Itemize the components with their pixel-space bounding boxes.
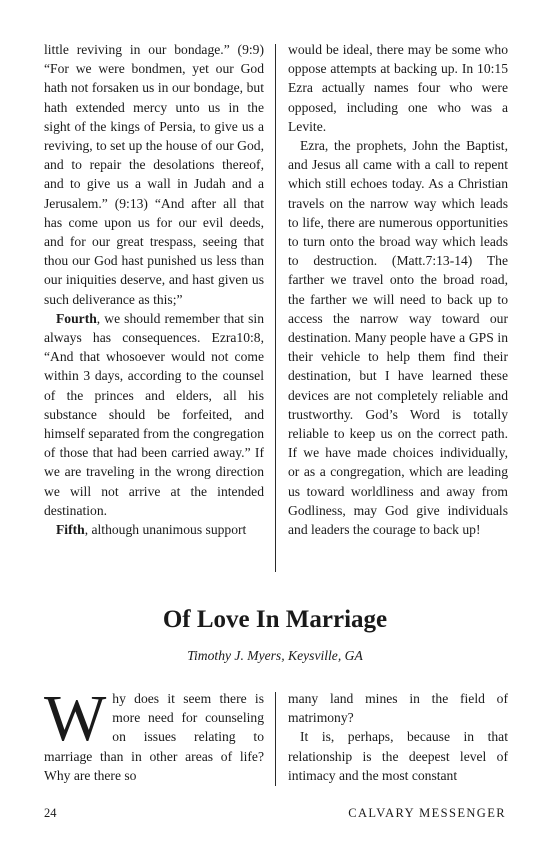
point-label: Fourth: [56, 310, 97, 326]
point-label: Fifth: [56, 522, 85, 538]
page-number: 24: [44, 806, 57, 820]
paragraph-text: that sin always has consequences. Ezra10:8, “And that whosoever would not come within 3 days, according to the counsel of the princes and elders, all his substance should be forfeited, and himself separated from the congregation of those that had been carried away.” If we are traveling in the wrong direction we will not arrive at the intended destination.: [44, 310, 264, 518]
paragraph: [44, 682, 264, 785]
publication-name: CALVARY MESSENGER: [348, 806, 506, 820]
column-divider: [275, 44, 276, 572]
paragraph: little reviving in our bondage.” (9:9) “For we were bondmen, yet our God hath not forsaken us in our bondage, but hath extended mercy unto us in the sight of the kings of Persia, to give us a reviving, to set up the house of our God, and to repair the desolations thereof, and to give us a wall in Judah and a Jerusalem.” (9:13) “And after all that has come upon us for our evil deeds, and for our great trespass, seeing that thou our God hast punished us less than our iniquities deserve, and hast given us such deliverance as this;”: [44, 42, 264, 307]
column-divider: [275, 692, 276, 786]
paragraph: It is, perhaps, because in that relationship is the deepest level of intimacy and the most constant: [288, 729, 508, 783]
paragraph-text: , although unanimous support: [84, 522, 247, 538]
paragraph: [44, 309, 264, 520]
article-byline: Timothy J. Myers, Keysville, GA: [187, 648, 363, 663]
paragraph-text: , we should remember: [96, 310, 224, 326]
drop-cap: W: [44, 682, 107, 755]
paragraph: Ezra, the prophets, John the Baptist, and Jesus all came with a call to repent which still echoes today. As a Christian travels on the narrow way which leads to life, there are numerous opportunities to turn onto the broad way which leads to destruction. (Matt.7:13-14) The farther we travel onto the broad road, the farther we will need to back up to access the narrow way toward our destination. Many people have a GPS in their vehicle to help them find their destination, but I have learned these devices are not completely reliable and trustworthy. God’s Word is totally reliable to keep us on the correct path. If we have made choices individually, or as a congregation, which are leading us toward worldliness and away from Godliness, may God give individuals and leaders the courage to back up!: [288, 138, 508, 538]
paragraph: many land mines in the field of matrimony?: [288, 691, 508, 726]
paragraph: would be ideal, there may be some who oppose attempts at backing up. In 10:15 Ezra actually names four who were opposed, including one who was a Levite.: [288, 42, 508, 134]
paragraph-text: hy does it seem there is more need for counseling on issues relating to marriage than in other areas of life? Why are there so: [44, 691, 264, 783]
article-title: Of Love In Marriage: [162, 606, 388, 633]
article-column-left: [44, 682, 264, 785]
article-column-right: [288, 40, 508, 539]
article-column-right: [288, 689, 508, 785]
paragraph: [44, 520, 264, 539]
article-column-left: [44, 40, 264, 539]
